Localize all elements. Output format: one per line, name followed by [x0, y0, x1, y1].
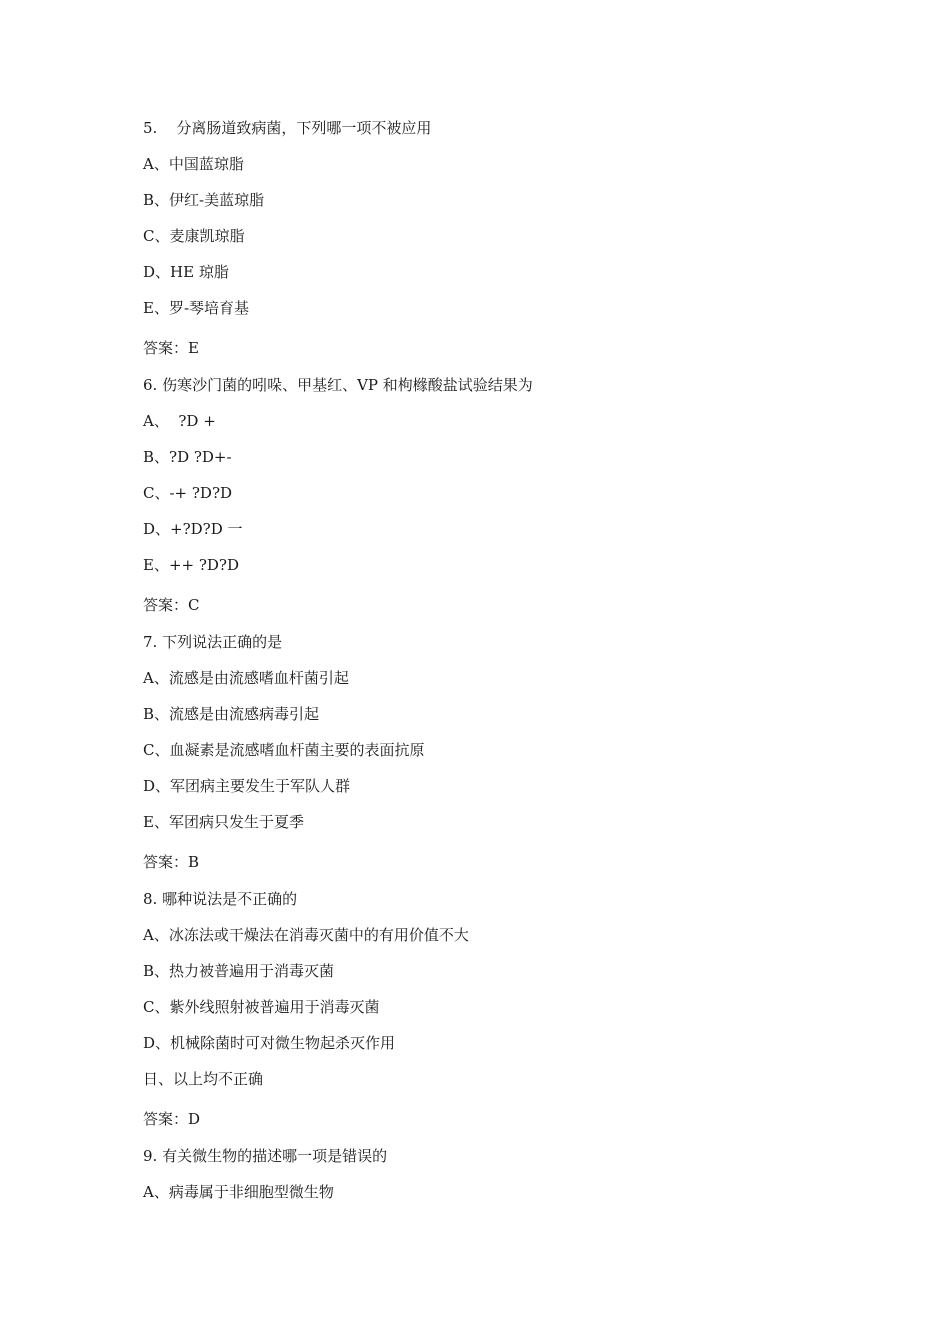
question-6-option-d: D、+?D?D 一 — [143, 520, 243, 538]
question-7-option-c: C、血凝素是流感嗜血杆菌主要的表面抗原 — [143, 741, 425, 759]
question-6-option-a: A、 ?D + — [143, 412, 216, 430]
question-7-stem: 7. 下列说法正确的是 — [143, 633, 283, 651]
question-7-option-b: B、流感是由流感病毒引起 — [143, 705, 320, 723]
question-5-option-c: C、麦康凯琼脂 — [143, 227, 245, 245]
question-9-stem: 9. 有关微生物的描述哪一项是错误的 — [143, 1147, 388, 1165]
question-7-option-a: A、流感是由流感嗜血杆菌引起 — [143, 669, 349, 687]
question-8-answer: 答案：D — [143, 1110, 201, 1128]
question-8-stem: 8. 哪种说法是不正确的 — [143, 890, 298, 908]
question-6-option-e: E、++ ?D?D — [143, 556, 239, 574]
question-8-option-e: 日、以上均不正确 — [143, 1070, 264, 1088]
question-8-option-a: A、冰冻法或干燥法在消毒灭菌中的有用价值不大 — [143, 926, 469, 944]
question-8-option-d: D、机械除菌时可对微生物起杀灭作用 — [143, 1034, 396, 1052]
question-8-option-c: C、紫外线照射被普遍用于消毒灭菌 — [143, 998, 380, 1016]
question-5-option-b: B、伊红-美蓝琼脂 — [143, 191, 265, 209]
question-6-answer: 答案：C — [143, 596, 200, 614]
question-5-answer: 答案：E — [143, 339, 199, 357]
question-5-option-e: E、罗-琴培育基 — [143, 299, 250, 317]
question-6-option-c: C、-+ ?D?D — [143, 484, 233, 502]
question-6-option-b: B、?D ?D+- — [143, 448, 232, 466]
question-7-option-e: E、军团病只发生于夏季 — [143, 813, 304, 831]
question-5-option-d: D、HE 琼脂 — [143, 263, 229, 281]
question-6-stem: 6. 伤寒沙门菌的吲哚、甲基红、VP 和枸橼酸盐试验结果为 — [143, 376, 533, 394]
question-7-option-d: D、军团病主要发生于军队人群 — [143, 777, 351, 795]
question-5-option-a: A、中国蓝琼脂 — [143, 155, 244, 173]
question-7-answer: 答案：B — [143, 853, 200, 871]
question-9-option-a: A、病毒属于非细胞型微生物 — [143, 1183, 334, 1201]
question-5-stem: 5. 分离肠道致病菌，下列哪一项不被应用 — [143, 119, 432, 137]
question-8-option-b: B、热力被普遍用于消毒灭菌 — [143, 962, 335, 980]
